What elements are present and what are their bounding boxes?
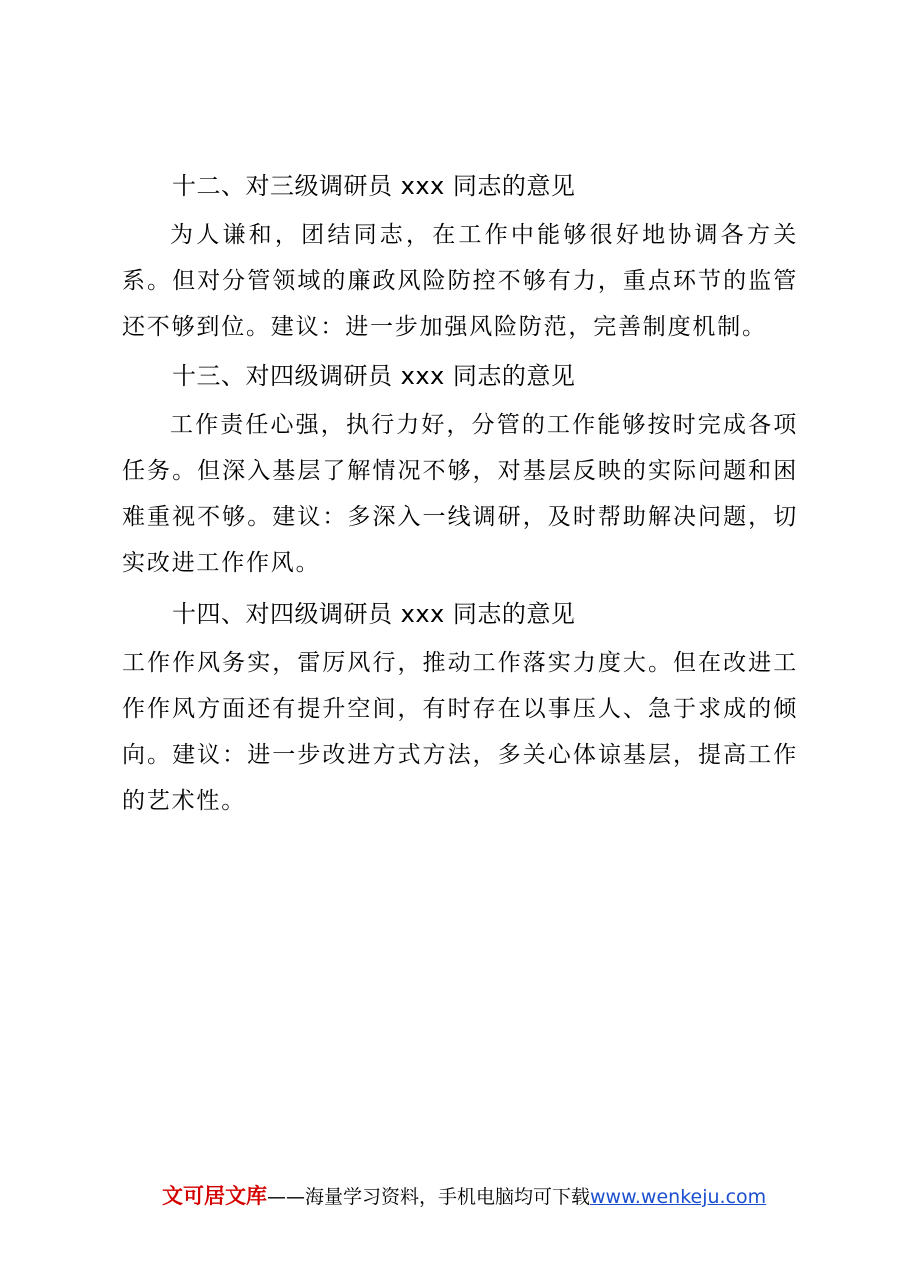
document-body — [122, 160, 798, 824]
section-heading-14: 十四、对四级调研员 xxx 同志的意见 — [172, 600, 576, 628]
section-heading-12: 十二、对三级调研员 xxx 同志的意见 — [172, 172, 576, 200]
footer-link[interactable]: www.wenkeju.com — [590, 1186, 767, 1208]
section-body-13: 工作责任心强，执行力好，分管的工作能够按时完成各项任务。但深入基层了解情况不够，对基层反映的实际问题和困难重视不够。建议：多深入一线调研，及时帮助解决问题，切实改进工作作风。 — [122, 412, 798, 576]
footer-brand: 文可居文库 — [162, 1184, 267, 1208]
footer-tagline: ——海量学习资料，手机电脑均可下载 — [267, 1186, 591, 1208]
footer-banner — [162, 1182, 766, 1211]
section-body-14: 工作作风务实，雷厉风行，推动工作落实力度大。但在改进工作作风方面还有提升空间，有时存在以事压人、急于求成的倾向。建议：进一步改进方式方法，多关心体谅基层，提高工作的艺术性。 — [122, 650, 798, 814]
section-heading-13: 十三、对四级调研员 xxx 同志的意见 — [172, 362, 576, 390]
section-body-12: 为人谦和，团结同志，在工作中能够很好地协调各方关系。但对分管领域的廉政风险防控不够有力，重点环节的监管还不够到位。建议：进一步加强风险防范，完善制度机制。 — [122, 222, 798, 340]
